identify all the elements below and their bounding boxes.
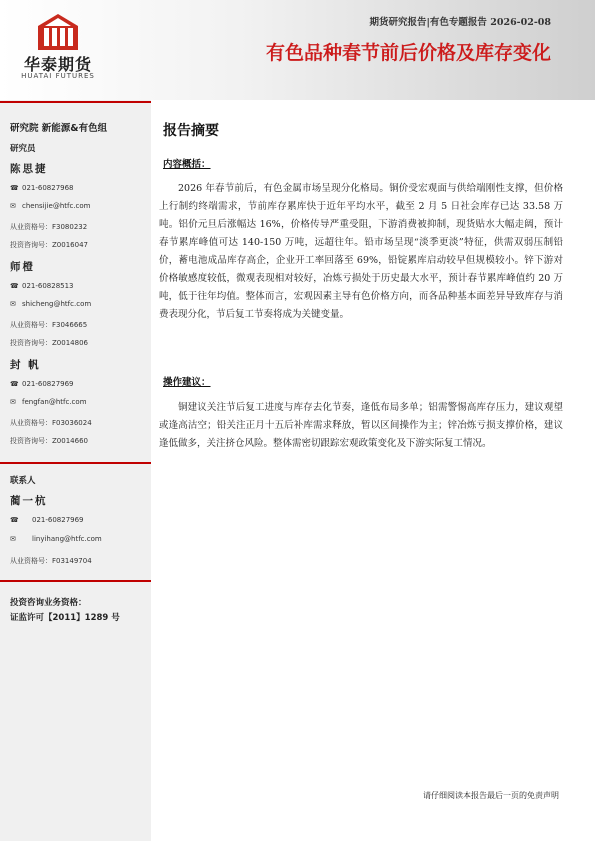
page-header [0, 0, 595, 100]
report-title: 有色品种春节前后价格及库存变化 [265, 42, 551, 64]
phone-icon: ☎ [10, 380, 19, 388]
contact-name: 蔺一杭 [10, 495, 48, 507]
envelope-icon: ✉ [10, 535, 16, 543]
researcher-email[interactable]: ✉ shicheng@htfc.com [10, 300, 92, 308]
logo-chinese-name: 华泰期货 [23, 55, 92, 74]
content-paragraph: 2026 年春节前后，有色金属市场呈现分化格局。铜价受宏观面与供给端刚性支撑，但价格上行制约终端需求，节前库存累库快于近年平均水平，截至 2 月 5 日社会库存已达 33.58 万吨。铝价元旦后涨幅达 16%，价格传导严重受阻，下游消费被抑制，现货贴水大幅走阔，预计春节累库峰值可达 140-150 万吨，远超往年。铅市场呈现“淡季更淡”特征，供需双弱压制铅价，蓄电池成品库存高企，企业开工率回落至 69%，铅锭累库启动较早但规模较小。锌下游对价格敏感度较低，微观表现相对较好，冶炼亏损处于历史最大水平，预计春节累库峰值约 20 万吨，低于往年均值。整体而言，宏观因素主导有色价格方向，而各品种基本面差异导致库存与消费表现分化，节后复工节奏将成为关键变量。 [159, 183, 563, 320]
report-meta: 期货研究报告|有色专题报告 2026-02-08 [369, 17, 551, 28]
main-content [151, 100, 595, 841]
researcher-phone: ☎ 021-60828513 [10, 282, 74, 290]
advice-paragraph: 铜建议关注节后复工进度与库存去化节奏，逢低布局多单；铝需警惕高库存压力，建议观望或逢高沽空；铅关注正月十五后补库需求释放，暂以区间操作为主；锌冶炼亏损支撑价格，建议逢低做多，关注挤仓风险。整体需密切跟踪宏观政策变化及下游实际复工情况。 [159, 402, 563, 449]
researcher-advisor-id: 投资咨询号：Z0014806 [10, 339, 88, 347]
envelope-icon: ✉ [10, 300, 16, 308]
researcher-advisor-id: 投资咨询号：Z0014660 [10, 437, 88, 445]
qualification-label: 投资咨询业务资格： [10, 598, 87, 608]
contact-email[interactable]: ✉ linyihang@htfc.com [10, 535, 102, 543]
author-sidebar [0, 100, 151, 841]
logo-english-name: HUATAI FUTURES [21, 72, 95, 80]
company-logo [14, 8, 102, 92]
researcher-phone: ☎ 021-60827968 [10, 184, 74, 192]
researcher-license: 从业资格号：F03036024 [10, 419, 92, 427]
huatai-logo-icon [38, 14, 78, 50]
researcher-name: 师橙 [10, 261, 35, 273]
phone-icon: ☎ [10, 184, 19, 192]
phone-icon: ☎ [10, 282, 19, 290]
content-heading: 内容概括： [163, 159, 211, 170]
researcher-name: 陈思捷 [10, 163, 48, 175]
researcher-phone: ☎ 021-60827969 [10, 380, 74, 388]
researcher-email[interactable]: ✉ chensijie@htfc.com [10, 202, 91, 210]
advice-heading: 操作建议： [163, 377, 211, 388]
researcher-name: 封 帆 [10, 359, 41, 371]
qualification-value: 证监许可【2011】1289 号 [10, 613, 120, 623]
contact-label: 联系人 [10, 476, 36, 486]
researcher-email[interactable]: ✉ fengfan@htfc.com [10, 398, 87, 406]
envelope-icon: ✉ [10, 202, 16, 210]
researcher-advisor-id: 投资咨询号：Z0016047 [10, 241, 88, 249]
researcher-license: 从业资格号：F3046665 [10, 321, 88, 329]
disclaimer-note: 请仔细阅读本报告最后一页的免责声明 [423, 791, 559, 800]
sidebar-divider [0, 462, 151, 464]
department-label: 研究院 新能源&有色组 [10, 123, 108, 134]
researcher-license: 从业资格号：F3080232 [10, 223, 88, 231]
contact-license: 从业资格号：F03149704 [10, 557, 92, 565]
summary-title: 报告摘要 [163, 123, 219, 139]
sidebar-divider [0, 580, 151, 582]
contact-phone: ☎ 021-60827969 [10, 516, 84, 524]
phone-icon: ☎ [10, 516, 19, 524]
researchers-label: 研究员 [10, 144, 36, 154]
envelope-icon: ✉ [10, 398, 16, 406]
sidebar-top-rule [0, 101, 151, 103]
